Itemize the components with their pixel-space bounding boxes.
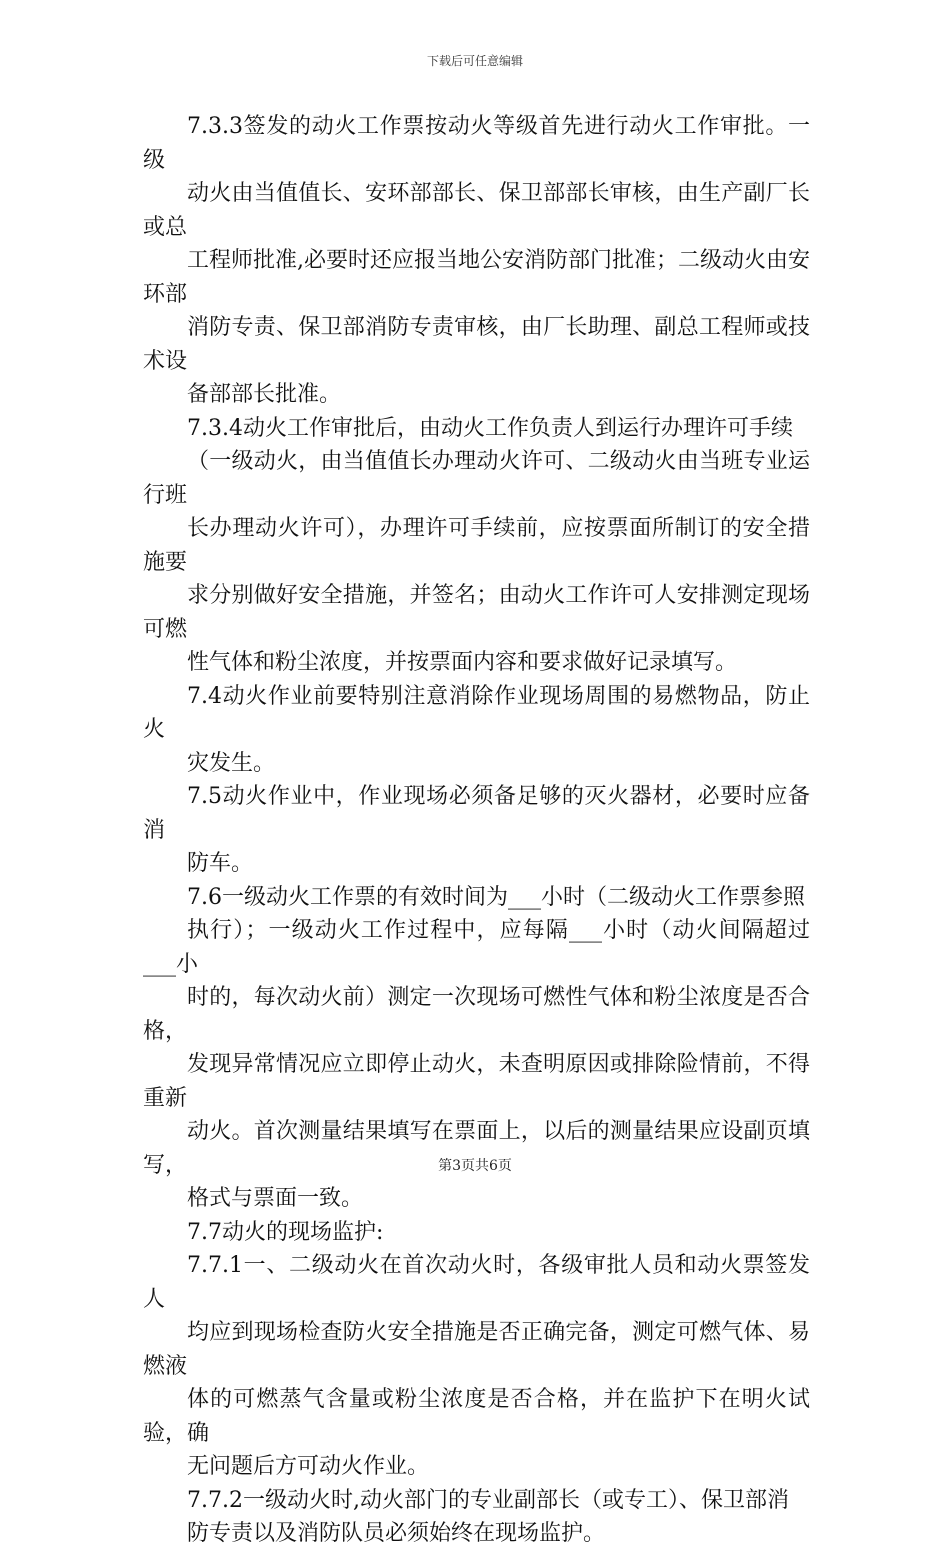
paragraph-7-3-3 bbox=[143, 110, 810, 412]
text-line: 工程师批准,必要时还应报当地公安消防部门批准；二级动火由安环部 bbox=[143, 248, 810, 307]
text-line: （一级动火，由当值值长办理动火许可、二级动火由当班专业运行班 bbox=[143, 449, 810, 508]
text-line: 动火由当值值长、安环部部长、保卫部部长审核，由生产副厂长或总 bbox=[143, 181, 810, 240]
paragraph-7-5 bbox=[143, 780, 810, 881]
text-line: 7.3.3签发的动火工作票按动火等级首先进行动火工作审批。一级 bbox=[143, 114, 810, 173]
text-line: 7.7动火的现场监护: bbox=[187, 1219, 384, 1245]
text-line: 均应到现场检查防火安全措施是否正确完备，测定可燃气体、易燃液 bbox=[143, 1320, 810, 1379]
paragraph-7-7-1 bbox=[143, 1249, 810, 1484]
text-line: 7.4动火作业前要特别注意消除作业现场周围的易燃物品，防止火 bbox=[143, 683, 810, 742]
text-line: 发现异常情况应立即停止动火，未查明原因或排除险情前，不得重新 bbox=[143, 1052, 810, 1111]
text-line: 动火。首次测量结果填写在票面上，以后的测量结果应设副页填写， bbox=[143, 1119, 810, 1178]
text-line: 无问题后方可动火作业。 bbox=[187, 1454, 430, 1479]
document-body bbox=[143, 110, 810, 1551]
text-line: 7.3.4动火工作审批后，由动火工作负责人到运行办理许可手续 bbox=[187, 415, 793, 441]
text-line: 7.7.1一、二级动火在首次动火时，各级审批人员和动火票签发人 bbox=[143, 1253, 810, 1312]
page-header: 下载后可任意编辑 bbox=[426, 54, 523, 68]
text-line: 防车。 bbox=[187, 851, 254, 876]
paragraph-7-3-4 bbox=[143, 412, 810, 680]
text-line: 格式与票面一致。 bbox=[187, 1186, 364, 1211]
paragraph-7-7-2 bbox=[143, 1484, 810, 1551]
text-line: 灾发生。 bbox=[187, 750, 276, 776]
paragraph-7-7 bbox=[143, 1216, 810, 1250]
text-line: 时的，每次动火前）测定一次现场可燃性气体和粉尘浓度是否合格， bbox=[143, 985, 810, 1044]
text-line: 体的可燃蒸气含量或粉尘浓度是否合格，并在监护下在明火试验，确 bbox=[143, 1387, 810, 1446]
text-line: 求分别做好安全措施，并签名；由动火工作许可人安排测定现场可燃 bbox=[143, 583, 810, 642]
text-line: 备部部长批准。 bbox=[187, 382, 342, 407]
paragraph-7-4 bbox=[143, 680, 810, 781]
text-line: 7.7.2一级动火时,动火部门的专业副部长（或专工）、保卫部消 bbox=[187, 1487, 789, 1513]
text-line: 7.5动火作业中，作业现场必须备足够的灭火器材，必要时应备消 bbox=[143, 784, 810, 843]
text-line: 长办理动火许可），办理许可手续前，应按票面所制订的安全措施要 bbox=[143, 516, 810, 575]
text-line: 防专责以及消防队员必须始终在现场监护。 bbox=[187, 1521, 606, 1546]
text-line: 消防专责、保卫部消防专责审核，由厂长助理、副总工程师或技术设 bbox=[143, 315, 810, 374]
page-number-footer: 第3页共6页 bbox=[438, 1158, 512, 1174]
text-line: 执行）；一级动火工作过程中，应每隔___小时（动火间隔超过___小 bbox=[143, 918, 810, 977]
text-line: 性气体和粉尘浓度，并按票面内容和要求做好记录填写。 bbox=[187, 650, 738, 675]
text-line: 7.6一级动火工作票的有效时间为___小时（二级动火工作票参照 bbox=[187, 884, 805, 910]
